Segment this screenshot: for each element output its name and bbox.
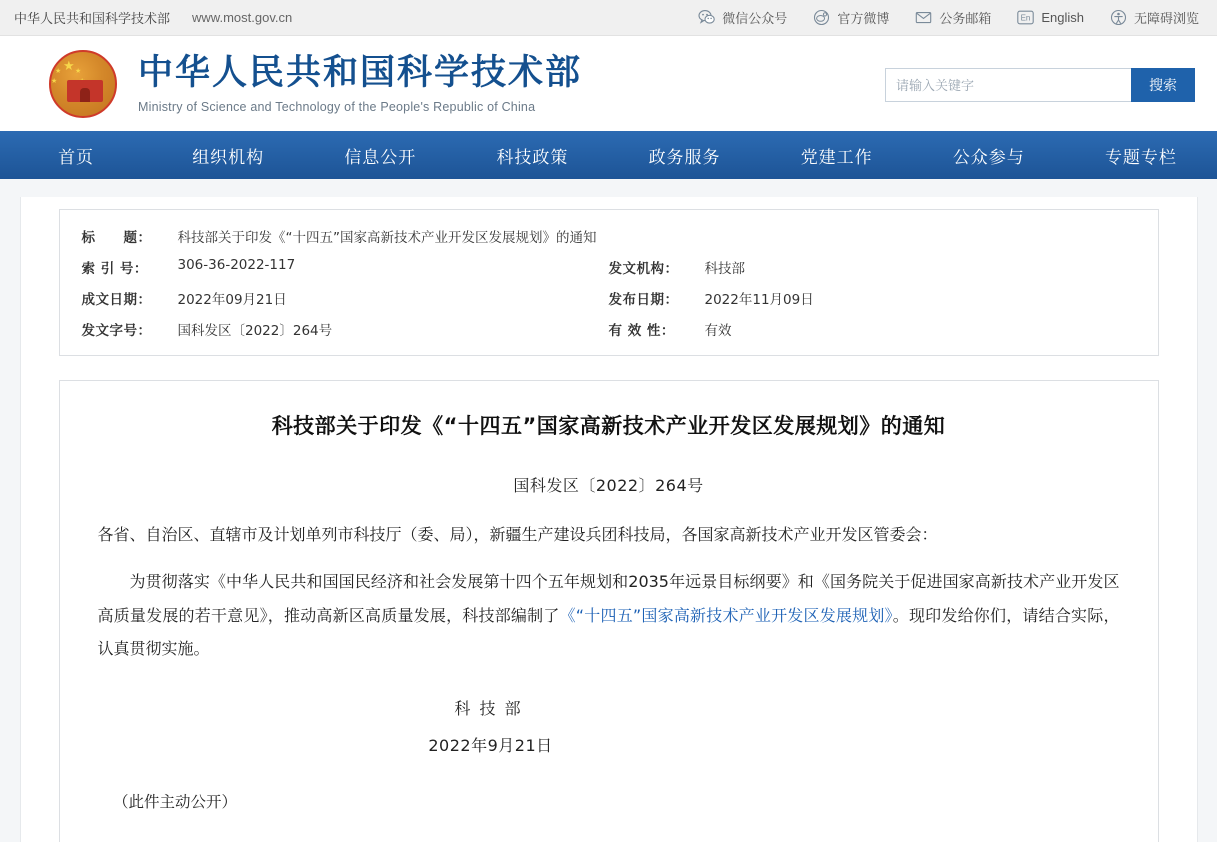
site-header: [0, 36, 1217, 131]
metadata-publishdate-cell: [609, 288, 1136, 308]
metadata-issuer-value: 科技部: [704, 261, 745, 277]
mail-icon: [915, 9, 932, 26]
metadata-row: [82, 226, 1136, 246]
national-emblem-icon: ★ ★ ★ ★: [46, 47, 120, 121]
metadata-draftdate-value: 2022年09月21日: [177, 292, 287, 308]
metadata-index-cell: [82, 257, 609, 277]
document-paragraph-part2: 。现印发给你们，请结合实际，认真贯彻实施。: [97, 605, 1120, 659]
metadata-validity-label: 有 效 性：: [608, 323, 675, 339]
nav-item-public[interactable]: 公众参与: [952, 147, 1025, 168]
topbar-link-label: 微信公众号: [722, 11, 788, 26]
nav-item-services[interactable]: 政务服务: [648, 147, 721, 168]
main-navigation: [0, 131, 1217, 179]
weibo-icon: [813, 9, 830, 26]
page-container: [20, 197, 1198, 842]
metadata-issuer-cell: [609, 257, 1136, 277]
nav-item-disclosure[interactable]: 信息公开: [344, 147, 417, 168]
nav-item-topics[interactable]: 专题专栏: [1104, 147, 1177, 168]
topbar-link-label: English: [1041, 10, 1084, 25]
metadata-validity-value: 有效: [704, 323, 732, 339]
topbar-link-label: 公务邮箱: [939, 11, 992, 26]
topbar-link-label: 官方微博: [837, 11, 890, 26]
document-title: 科技部关于印发《“十四五”国家高新技术产业开发区发展规划》的通知: [271, 414, 946, 438]
metadata-title-value: 科技部关于印发《“十四五”国家高新技术产业开发区发展规划》的通知: [177, 230, 597, 246]
topbar-link-weibo[interactable]: [813, 8, 889, 27]
topbar-links: [698, 8, 1217, 27]
site-name: 中华人民共和国科学技术部: [14, 11, 171, 26]
metadata-title-cell: [82, 226, 1136, 246]
topbar-link-mail[interactable]: [915, 8, 991, 27]
nav-item-org[interactable]: 组织机构: [192, 147, 265, 168]
nav-item-policy[interactable]: 科技政策: [496, 147, 569, 168]
site-titles: [138, 53, 582, 114]
topbar-left: [0, 8, 292, 27]
wechat-icon: [698, 9, 715, 26]
metadata-publishdate-value: 2022年11月09日: [704, 292, 814, 308]
document-plan-link[interactable]: 《“十四五”国家高新技术产业开发区发展规划》: [559, 605, 893, 625]
site-title-en: Ministry of Science and Technology of the People's Republic of China: [138, 100, 536, 115]
page-body: [0, 179, 1217, 842]
document-footnote: （此件主动公开）: [113, 792, 238, 811]
nav-item-home[interactable]: 首页: [58, 147, 95, 168]
topbar-link-wechat[interactable]: [698, 8, 787, 27]
top-utility-bar: [0, 0, 1217, 36]
document-addressee: 各省、自治区、直辖市及计划单列市科技厅（委、局），新疆生产建设兵团科技局，各国家高新技术产业开发区管委会：: [97, 524, 938, 544]
topbar-link-label: 无障碍浏览: [1133, 11, 1199, 26]
metadata-draftdate-label: 成文日期：: [81, 292, 152, 308]
metadata-validity-cell: [609, 319, 1136, 339]
metadata-publishdate-label: 发布日期：: [608, 292, 679, 308]
metadata-issuer-label: 发文机构：: [608, 261, 679, 277]
search-input[interactable]: [885, 68, 1131, 102]
metadata-draftdate-cell: [82, 288, 609, 308]
site-url[interactable]: www.most.gov.cn: [192, 10, 293, 25]
metadata-title-label: 标 题：: [81, 230, 152, 246]
metadata-index-value: 306-36-2022-117: [177, 257, 296, 273]
metadata-index-label: 索 引 号：: [81, 261, 148, 277]
topbar-link-accessibility[interactable]: [1110, 8, 1199, 27]
metadata-docno-value: 国科发区〔2022〕264号: [177, 323, 333, 339]
document-paragraph-part1: 为贯彻落实《中华人民共和国国民经济和社会发展第十四个五年规划和2035年远景目标纲要》和《国务院关于促进国家高新技术产业开发区高质量发展的若干意见》，推动高新区高质量发展，科技部编制了: [97, 572, 1120, 625]
english-icon: [1017, 9, 1034, 26]
metadata-docno-cell: [82, 319, 609, 339]
document-signature-date: 2022年9月21日: [428, 735, 553, 755]
document-metadata: [59, 209, 1159, 356]
document-number: 国科发区〔2022〕264号: [513, 475, 704, 495]
document-body: [59, 380, 1159, 842]
metadata-row: [82, 288, 1136, 308]
metadata-row: [82, 319, 1136, 339]
search-box: [885, 68, 1195, 102]
metadata-row: [82, 257, 1136, 277]
site-title-cn: 中华人民共和国科学技术部: [138, 52, 583, 93]
document-signature: 科 技 部: [454, 698, 523, 718]
nav-item-party[interactable]: 党建工作: [800, 147, 873, 168]
metadata-docno-label: 发文字号：: [81, 323, 152, 339]
document-paragraph: [98, 565, 1120, 666]
svg-text:En: En: [1020, 13, 1031, 23]
search-button[interactable]: 搜索: [1131, 68, 1195, 102]
accessibility-icon: [1110, 9, 1127, 26]
topbar-link-english[interactable]: [1017, 9, 1084, 26]
